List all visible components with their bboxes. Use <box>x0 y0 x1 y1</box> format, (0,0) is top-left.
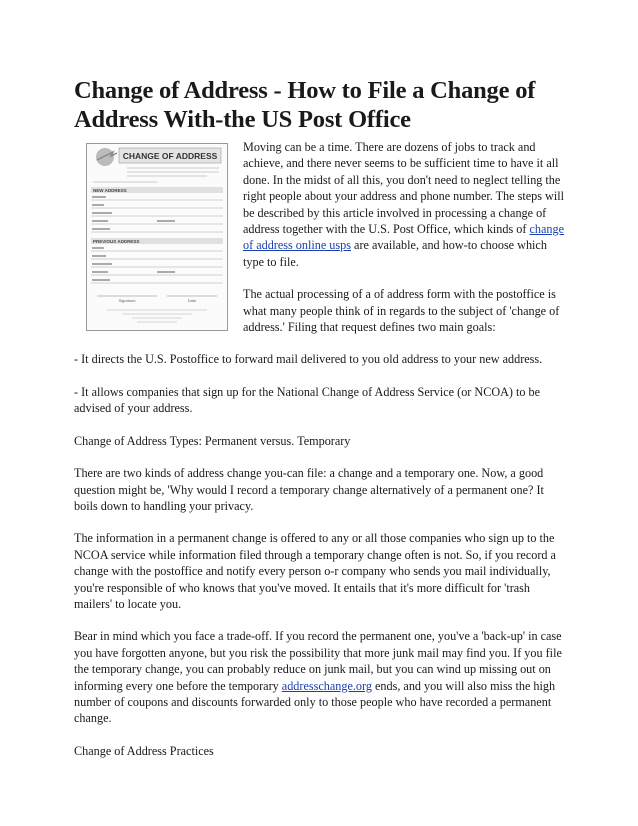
document-page <box>74 76 566 759</box>
link-addresschange-org[interactable]: addresschange.org <box>281 678 372 693</box>
form-signature-label: Signature <box>118 298 136 303</box>
article-body <box>74 139 566 759</box>
page-title: Change of Address - How to File a Change of Address With-the US Post Office <box>74 77 536 133</box>
paragraph-goal-2: - It allows companies that sign up for the National Change of Address Service (or NCOA) to be advised of your address. <box>74 384 541 416</box>
paragraph-intro: Moving can be a time. There are dozens of jobs to track and achieve, and there never seems to be sufficient time to have it all done. In the midst of all this, you don't need to neglect telling the right people about your address and phone number. The steps will be described by this article involved in processing a change of address together with the U.S. Post Office, which kinds of change of address online usps are available, and how-to choose which type to file. <box>243 140 564 269</box>
subheading-types: Change of Address Types: Permanent versus. Temporary <box>74 433 351 448</box>
form-date-label: Date <box>187 298 197 303</box>
change-of-address-form-image <box>86 143 228 331</box>
paragraph-trade-off: Bear in mind which you face a trade-off. If you record the permanent one, you've a 'back-up' in case you have forgotten anyone, but you risk the possibility that more junk mail may find you. If you file the temporary change, you can probably reduce on junk mail, but you can wind up missing out on informing every one before the temporary addresschange.org ends, and you will also miss the high number of coupons and discounts forwarded only to those people who have recorded a permanent change. <box>74 629 562 726</box>
paragraph-permanent-info: The information in a permanent change is offered to any or all those companies who sign up to the NCOA service while information filed through a temporary change often is not. So, if you record a change with the postoffice and notify every person o-r company who sends you mail individually, you're responsible of who knows that you've moved. It entails that it's more difficult for 'trash mailers' to locate you. <box>74 531 556 611</box>
form-section-previous: PREVIOUS ADDRESS <box>93 239 140 244</box>
paragraph-processing: The actual processing of a of address form with the postoffice is what many people think of in regards to the subject of 'change of address.' Filing that request defines two main goals: <box>243 287 560 335</box>
paragraph-two-kinds: There are two kinds of address change you-can file: a change and a temporary one. Now, a good question might be, 'Why would I record a temporary change alternatively of a permanent one? It boils down to handling your privacy. <box>74 466 544 513</box>
form-section-new: NEW ADDRESS <box>93 188 127 193</box>
subheading-practices: Change of Address Practices <box>74 743 214 758</box>
form-title: CHANGE OF ADDRESS <box>122 151 218 161</box>
paragraph-goal-1: - It directs the U.S. Postoffice to forward mail delivered to you old address to your new address. <box>74 352 543 367</box>
link-change-of-address-online-usps[interactable]: change of address online usps <box>243 222 564 253</box>
